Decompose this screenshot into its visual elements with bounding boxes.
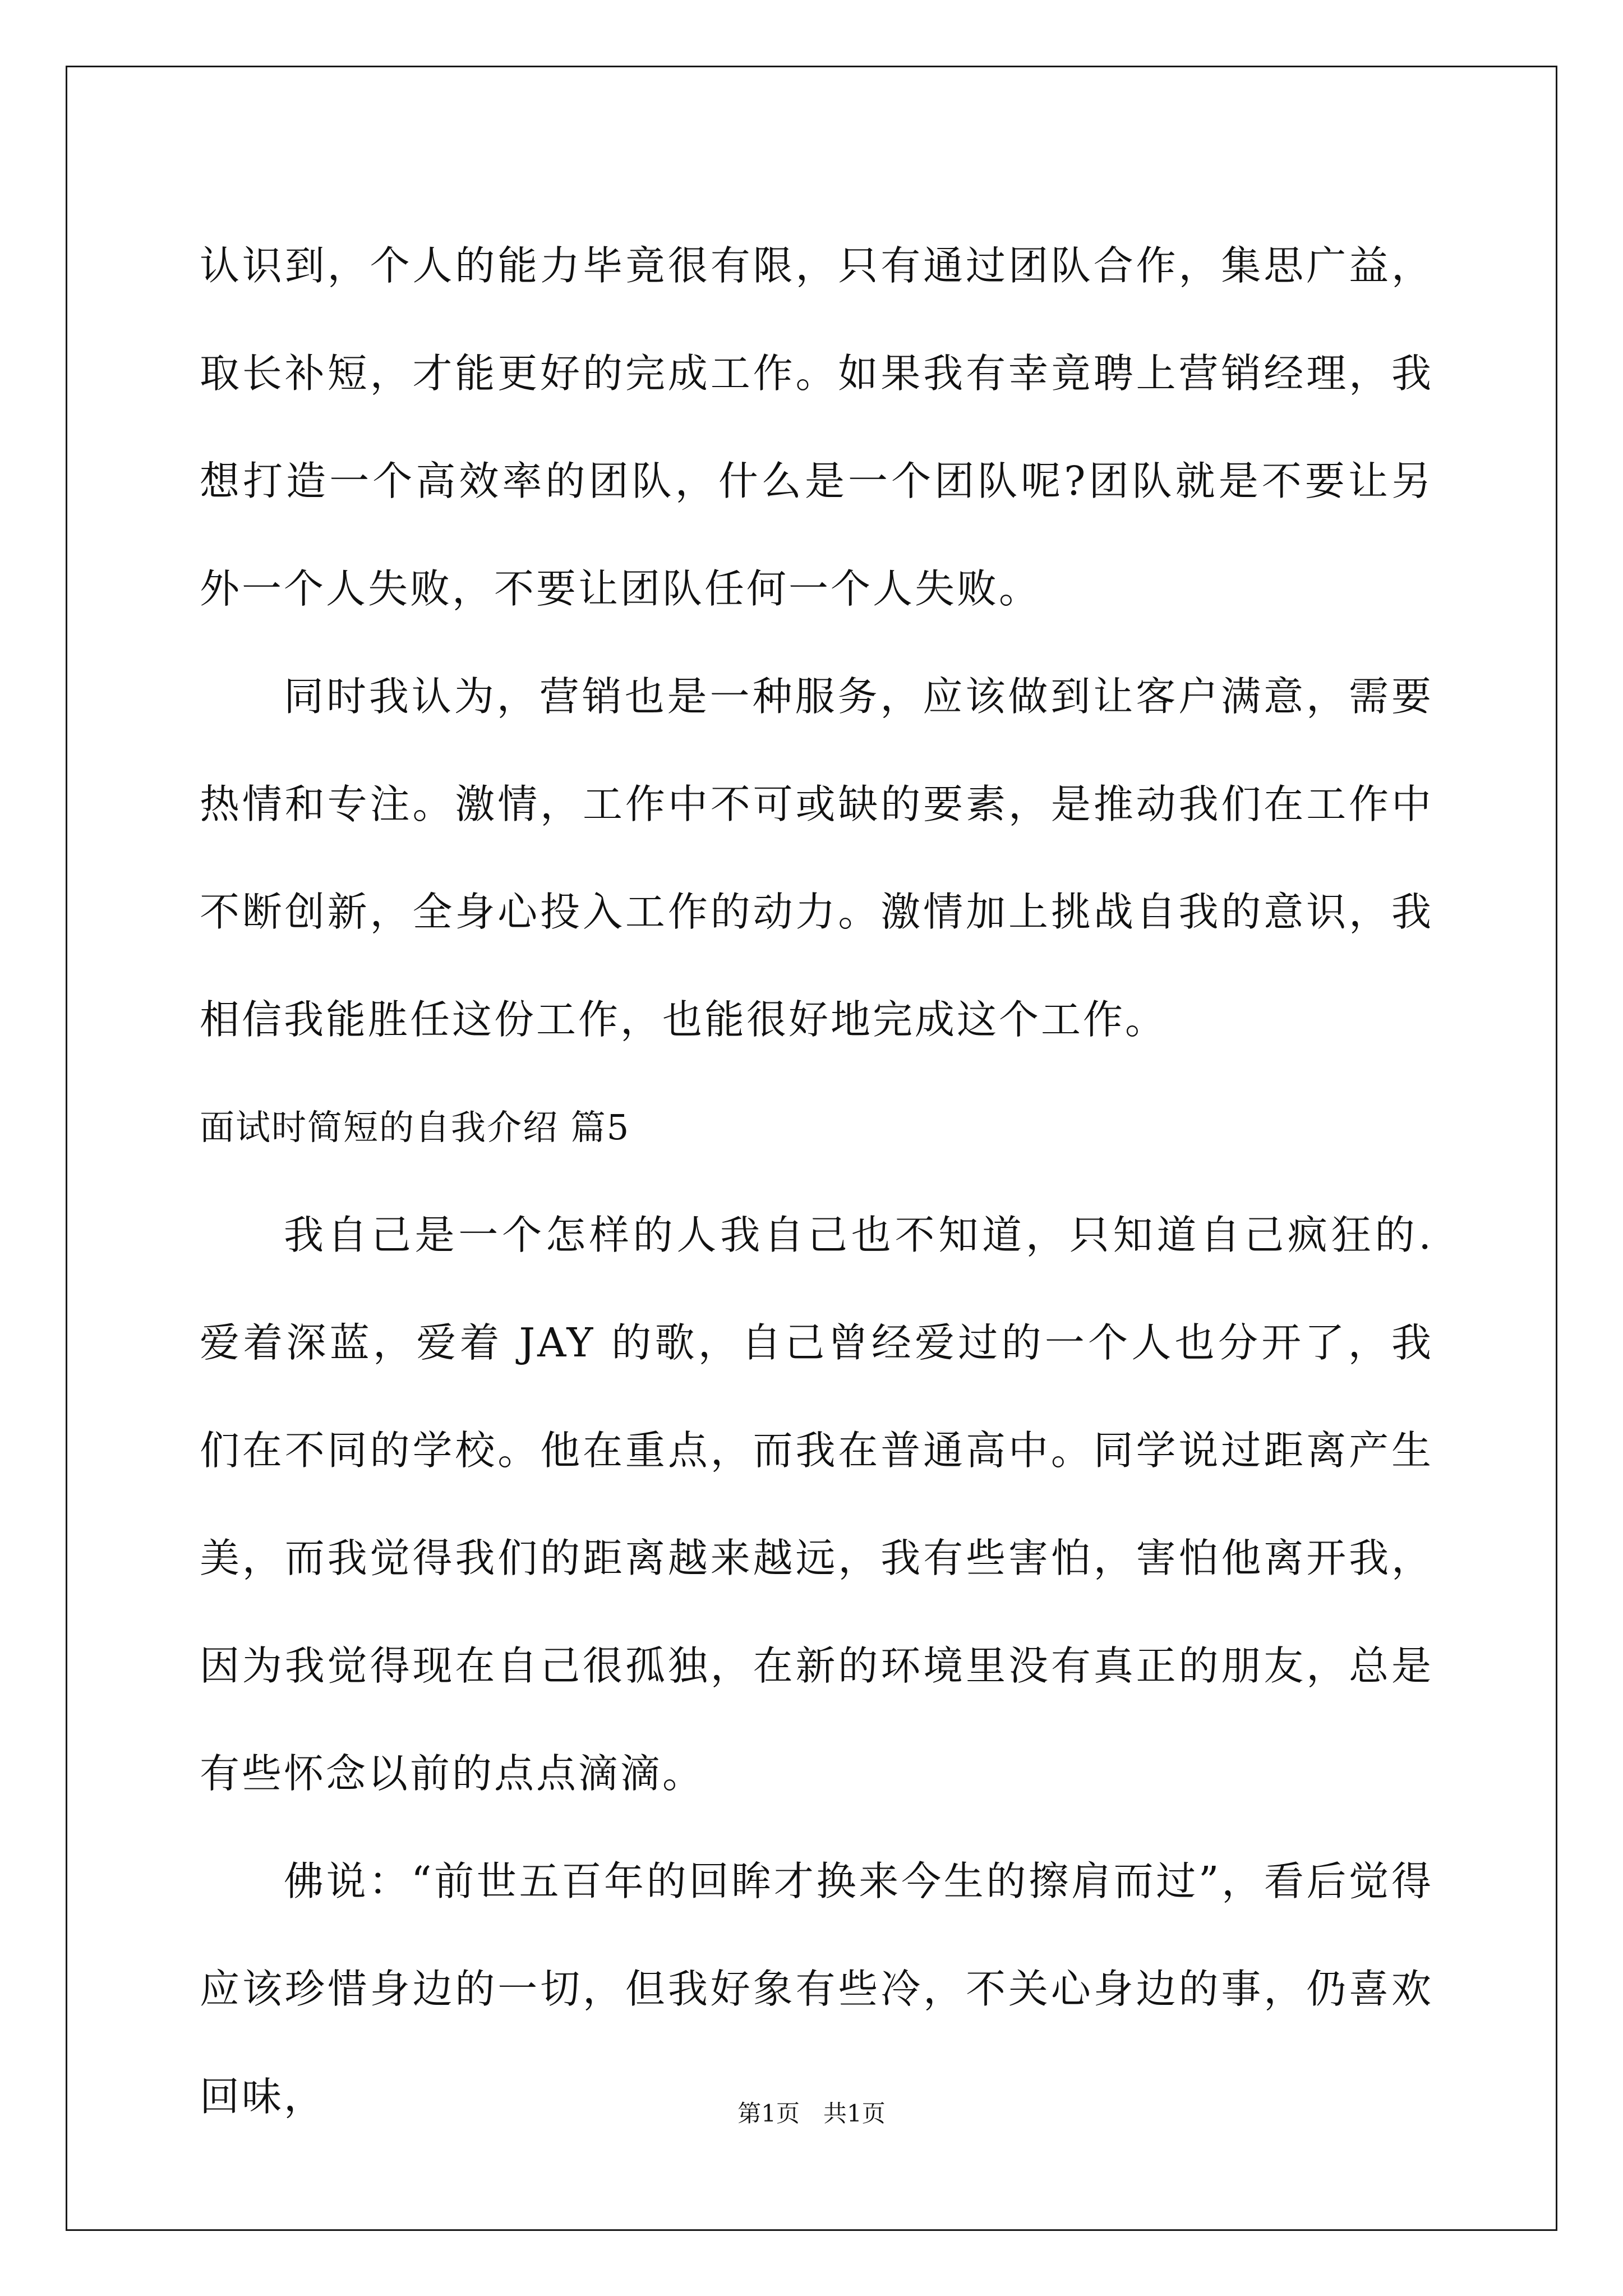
- document-body: [200, 212, 1433, 2151]
- paragraph-marketing-service: 同时我认为，营销也是一种服务，应该做到让客户满意，需要热情和专注。激情，工作中不可或缺的要素，是推动我们在工作中不断创新，全身心投入工作的动力。激情加上挑战自我的意识，我相信我能胜任这份工作，也能很好地完成这个工作。: [200, 673, 1433, 1043]
- page-number-footer: 第1页 共1页: [737, 2100, 886, 2127]
- paragraph-self-description: 我自己是一个怎样的人我自己也不知道，只知道自己疯狂的.爱着深蓝，爱着 JAY 的歌，自己曾经爱过的一个人也分开了，我们在不同的学校。他在重点，而我在普通高中。同学说过距离产生美，而我觉得我们的距离越来越远，我有些害怕，害怕他离开我，因为我觉得现在自己很孤独，在新的环境里没有真正的朋友，总是有些怀念以前的点点滴滴。: [200, 1212, 1433, 1797]
- section-heading: 面试时简短的自我介绍 篇5: [200, 1107, 630, 1148]
- paragraph-buddha-quote: 佛说：“前世五百年的回眸才换来今生的擦肩而过”，看后觉得应该珍惜身边的一切，但我好象有些冷，不关心身边的事，仍喜欢回味，: [200, 1858, 1433, 2120]
- paragraph-teamwork: 认识到，个人的能力毕竟很有限，只有通过团队合作，集思广益，取长补短，才能更好的完成工作。如果我有幸竟聘上营销经理，我想打造一个高效率的团队，什么是一个团队呢?团队就是不要让另外一个人失败，不要让团队任何一个人失败。: [200, 242, 1433, 612]
